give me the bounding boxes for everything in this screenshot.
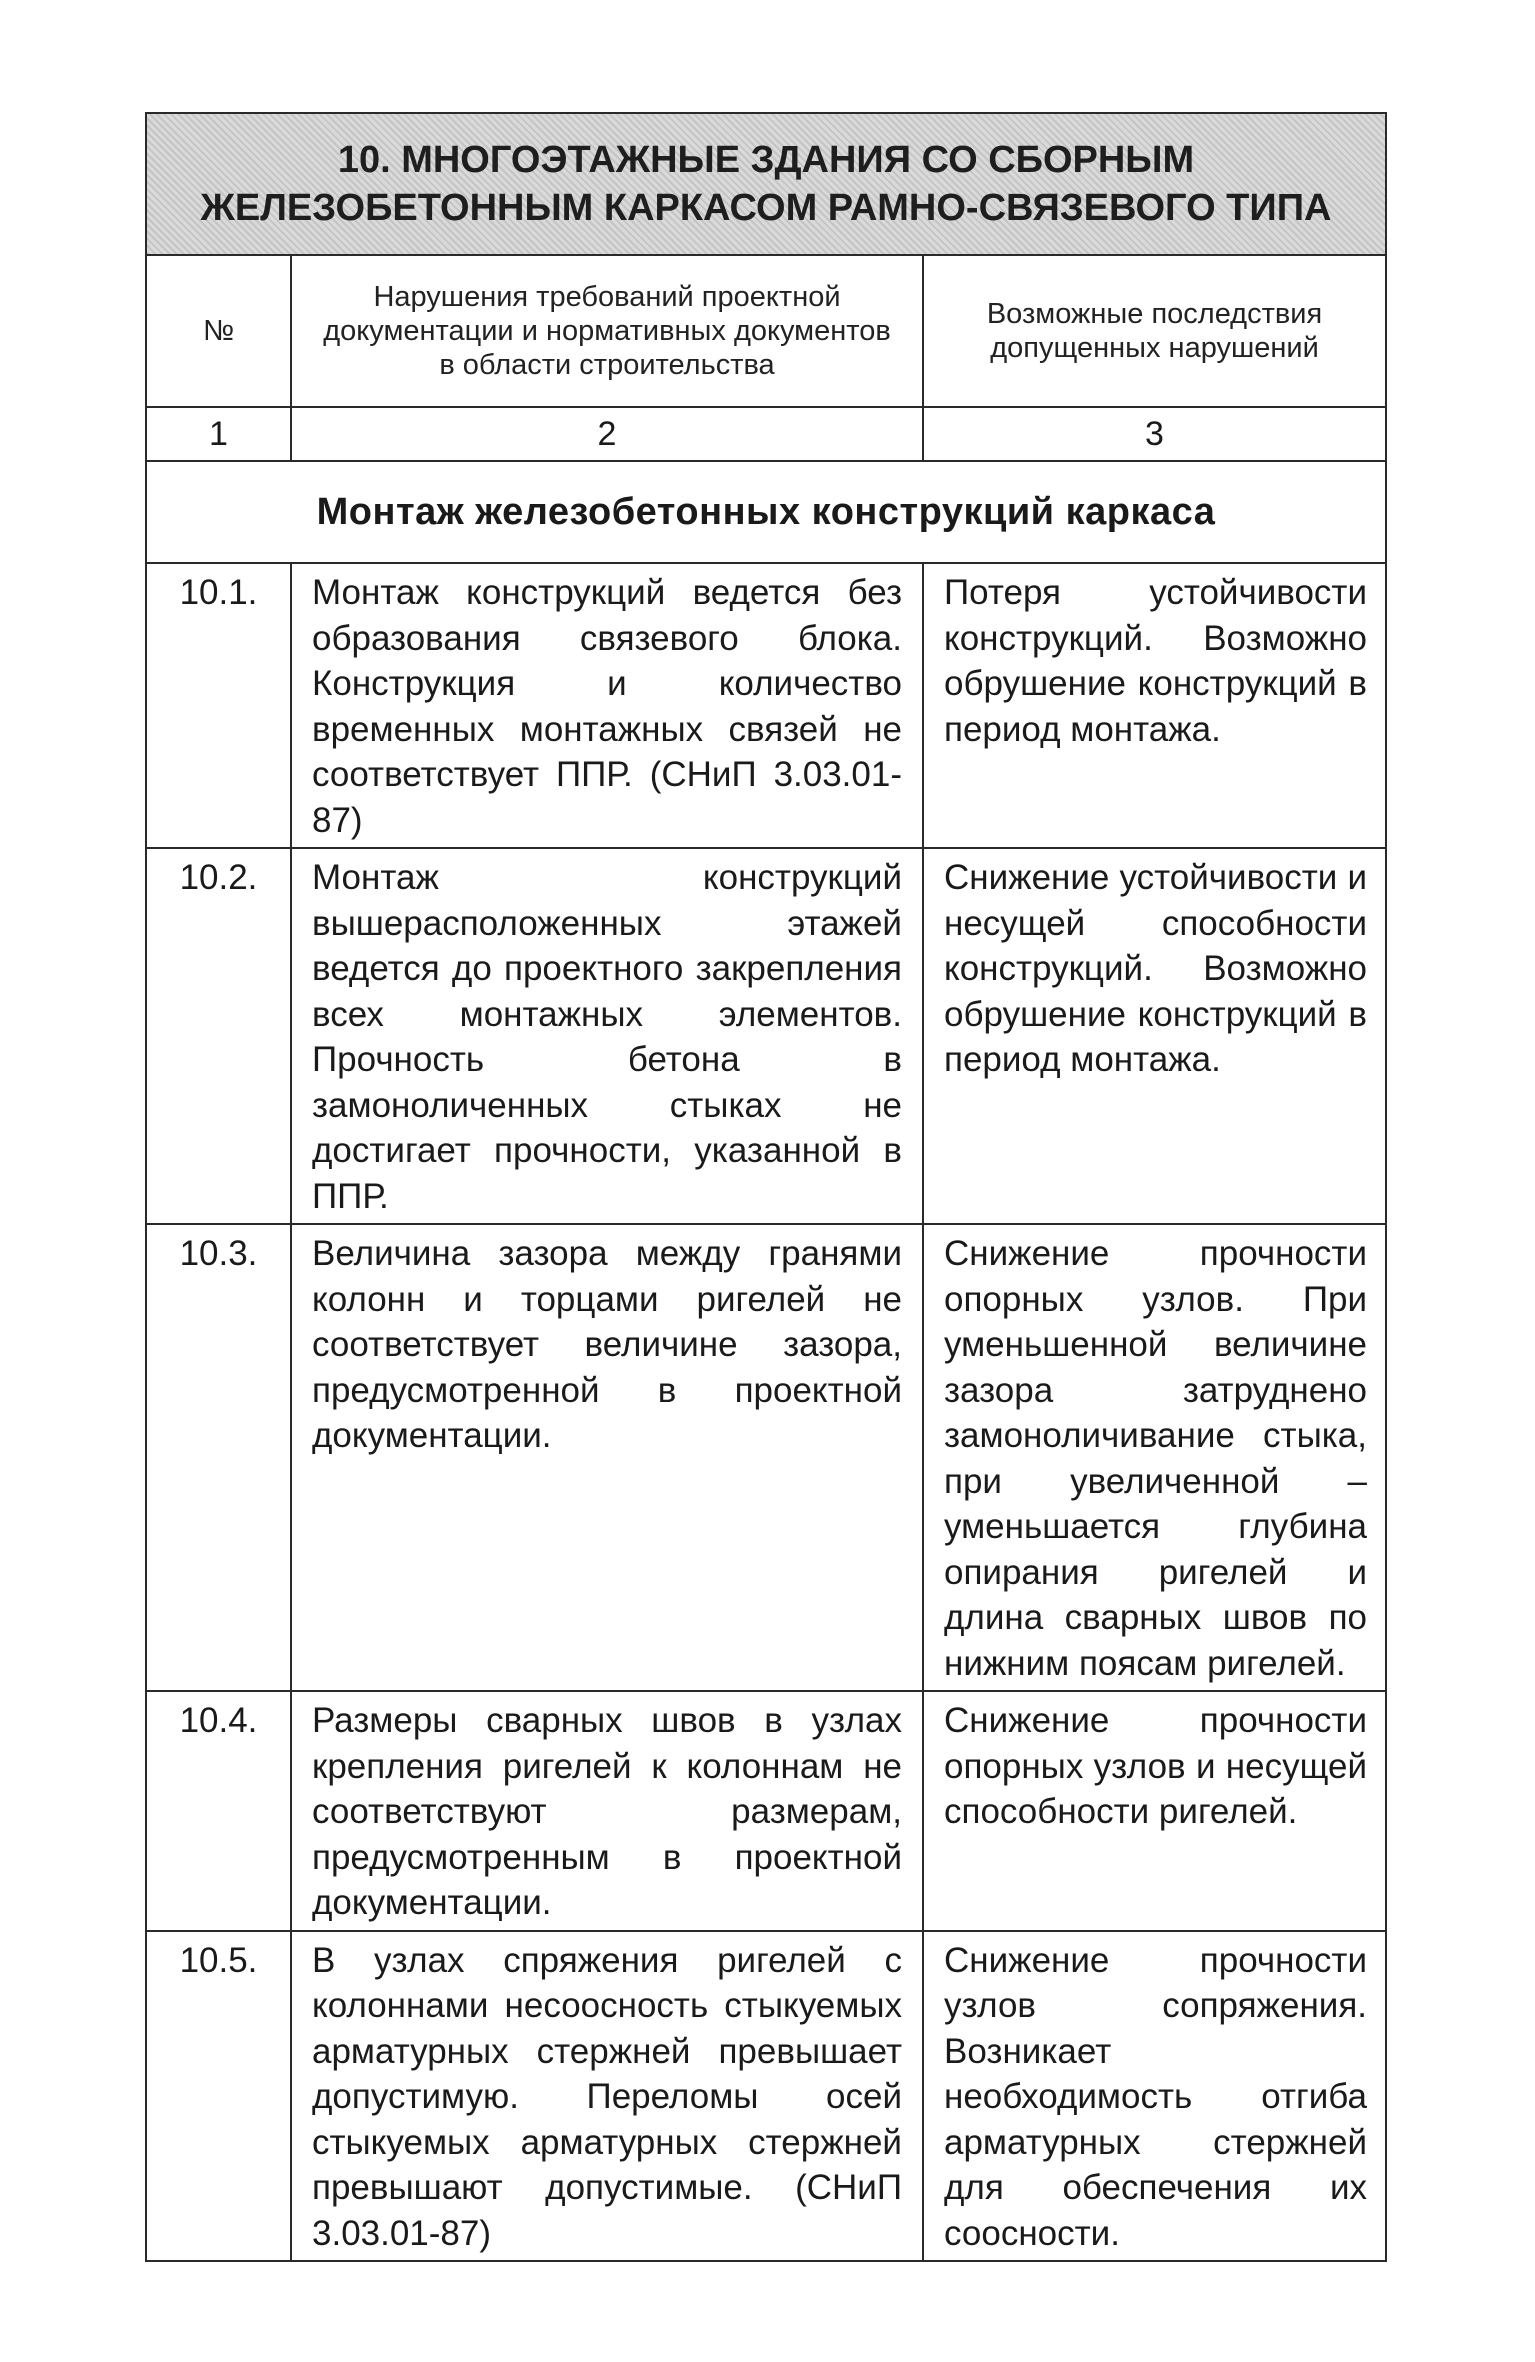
header-consequences: Возможные последствия допущенных нарушений	[923, 255, 1386, 407]
regulation-table	[145, 112, 1387, 2262]
header-violations: Нарушения требований проектной документации и нормативных документов в области строительства	[291, 255, 923, 407]
row-consequence: Снижение прочности опорных узлов. При уменьшенной величине зазора затруднено замоноличивание стыка, при увеличенной – уменьшается глубина опирания ригелей и длина сварных швов по нижним поясам ригелей.	[923, 1224, 1386, 1691]
row-number: 10.2.	[146, 848, 291, 1224]
row-consequence: Снижение прочности опорных узлов и несущей способности ригелей.	[923, 1691, 1386, 1931]
row-number: 10.4.	[146, 1691, 291, 1931]
table-row	[146, 1224, 1386, 1691]
table-title-line-1: 10. МНОГОЭТАЖНЫЕ ЗДАНИЯ СО СБОРНЫМ	[337, 139, 1195, 181]
table-title	[146, 113, 1386, 255]
row-consequence: Снижение устойчивости и несущей способности конструкций. Возможно обрушение конструкций в период монтажа.	[923, 848, 1386, 1224]
row-violation: Монтаж конструкций ведется без образования связевого блока. Конструкция и количество временных монтажных связей не соответствует ППР. (СНиП 3.03.01-87)	[291, 563, 923, 848]
section-heading: Монтаж железобетонных конструкций каркаса	[146, 461, 1386, 563]
table-row	[146, 1931, 1386, 2262]
table-row	[146, 848, 1386, 1224]
row-consequence: Потеря устойчивости конструкций. Возможно обрушение конструкций в период монтажа.	[923, 563, 1386, 848]
header-number: №	[146, 255, 291, 407]
table-title-line-2: ЖЕЛЕЗОБЕТОННЫМ КАРКАСОМ РАМНО-СВЯЗЕВОГО ТИПА	[200, 187, 1332, 229]
row-violation: Монтаж конструкций вышерасположенных этажей ведется до проектного закрепления всех монтажных элементов. Прочность бетона в замоноличенных стыках не достигает прочности, указанной в ППР.	[291, 848, 923, 1224]
row-number: 10.3.	[146, 1224, 291, 1691]
row-violation: Размеры сварных швов в узлах крепления ригелей к колоннам не соответствуют размерам, предусмотренным в проектной документации.	[291, 1691, 923, 1931]
column-number-3: 3	[923, 407, 1386, 461]
section-row	[146, 461, 1386, 563]
table-row	[146, 1691, 1386, 1931]
row-violation: Величина зазора между гранями колонн и торцами ригелей не соответствует величине зазора, предусмотренной в проектной документации.	[291, 1224, 923, 1691]
column-number-row	[146, 407, 1386, 461]
row-consequence: Снижение прочности узлов сопряжения. Возникает необходимость отгиба арматурных стержней для обеспечения их соосности.	[923, 1931, 1386, 2262]
column-number-1: 1	[146, 407, 291, 461]
row-number: 10.1.	[146, 563, 291, 848]
header-row	[146, 255, 1386, 407]
row-violation: В узлах спряжения ригелей с колоннами несоосность стыкуемых арматурных стержней превышает допустимую. Переломы осей стыкуемых арматурных стержней превышают допустимые. (СНиП 3.03.01-87)	[291, 1931, 923, 2262]
column-number-2: 2	[291, 407, 923, 461]
table-row	[146, 563, 1386, 848]
row-number: 10.5.	[146, 1931, 291, 2262]
table-title-row	[146, 113, 1386, 255]
